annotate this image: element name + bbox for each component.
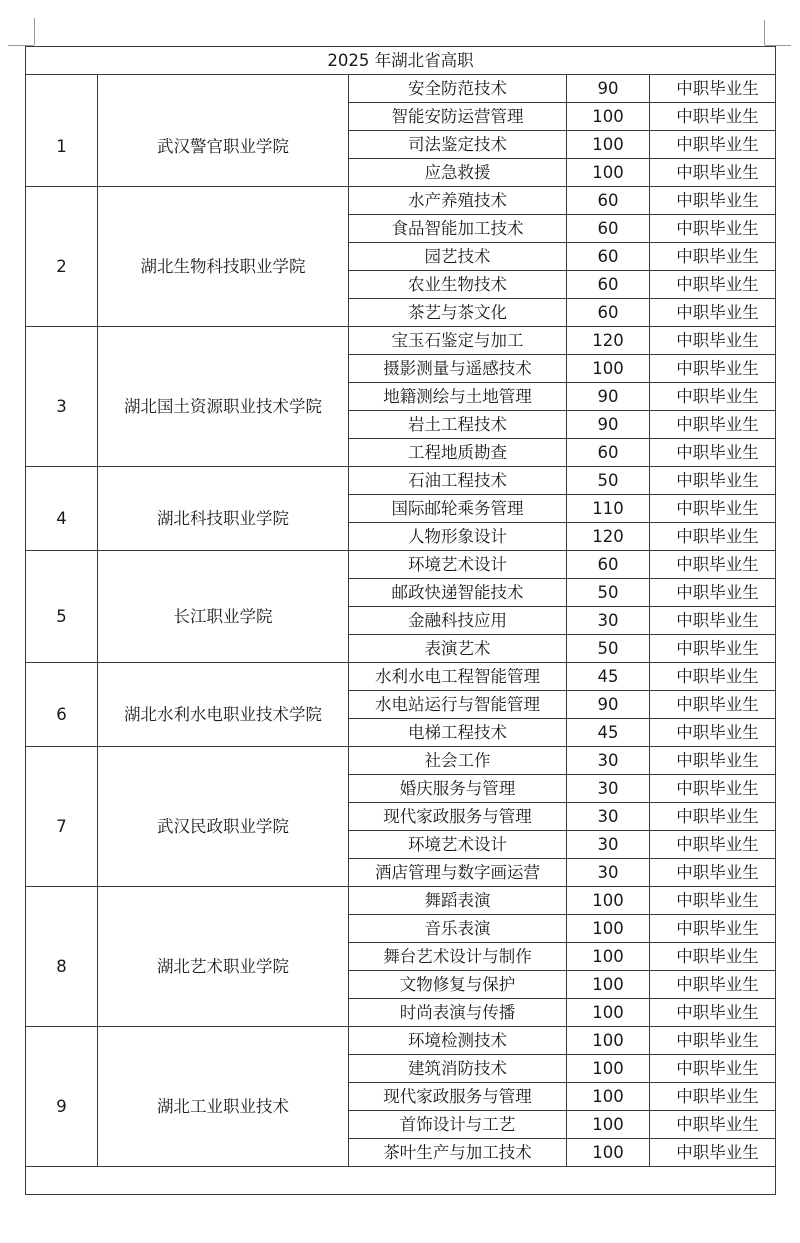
row-index: 2	[26, 187, 98, 327]
applicant-requirement: 中职毕业生	[650, 1111, 776, 1139]
applicant-requirement: 中职毕业生	[650, 635, 776, 663]
applicant-requirement: 中职毕业生	[650, 1139, 776, 1167]
applicant-requirement: 中职毕业生	[650, 551, 776, 579]
enrollment-plan: 90	[567, 691, 650, 719]
enrollment-plan: 60	[567, 243, 650, 271]
table-title: 2025 年湖北省高职	[26, 47, 776, 75]
empty-footer-row	[26, 1167, 776, 1195]
enrollment-plan: 60	[567, 215, 650, 243]
enrollment-plan: 30	[567, 831, 650, 859]
enrollment-plan: 30	[567, 803, 650, 831]
applicant-requirement: 中职毕业生	[650, 859, 776, 887]
enrollment-plan: 100	[567, 1111, 650, 1139]
applicant-requirement: 中职毕业生	[650, 915, 776, 943]
applicant-requirement: 中职毕业生	[650, 411, 776, 439]
row-index: 1	[26, 75, 98, 187]
enrollment-plan: 60	[567, 187, 650, 215]
enrollment-plan: 100	[567, 131, 650, 159]
crop-mark-top-left-vertical	[34, 18, 35, 45]
enrollment-plan: 30	[567, 607, 650, 635]
enrollment-plan: 100	[567, 999, 650, 1027]
enrollment-plan: 30	[567, 859, 650, 887]
enrollment-plan: 30	[567, 747, 650, 775]
major-name: 现代家政服务与管理	[349, 803, 567, 831]
school-name: 湖北生物科技职业学院	[98, 187, 349, 327]
enrollment-plan: 30	[567, 775, 650, 803]
enrollment-plan: 90	[567, 75, 650, 103]
major-name: 建筑消防技术	[349, 1055, 567, 1083]
enrollment-plan: 100	[567, 1027, 650, 1055]
title-row	[26, 47, 776, 75]
major-name: 文物修复与保护	[349, 971, 567, 999]
applicant-requirement: 中职毕业生	[650, 663, 776, 691]
row-index: 5	[26, 551, 98, 663]
enrollment-plan: 60	[567, 551, 650, 579]
enrollment-plan: 60	[567, 439, 650, 467]
major-name: 岩土工程技术	[349, 411, 567, 439]
major-name: 人物形象设计	[349, 523, 567, 551]
applicant-requirement: 中职毕业生	[650, 999, 776, 1027]
enrollment-plan: 60	[567, 299, 650, 327]
row-index: 6	[26, 663, 98, 747]
enrollment-plan: 90	[567, 383, 650, 411]
applicant-requirement: 中职毕业生	[650, 299, 776, 327]
enrollment-table	[25, 46, 776, 1195]
table-row	[26, 187, 776, 215]
applicant-requirement: 中职毕业生	[650, 495, 776, 523]
school-name: 湖北科技职业学院	[98, 467, 349, 551]
applicant-requirement: 中职毕业生	[650, 215, 776, 243]
applicant-requirement: 中职毕业生	[650, 271, 776, 299]
major-name: 农业生物技术	[349, 271, 567, 299]
applicant-requirement: 中职毕业生	[650, 747, 776, 775]
applicant-requirement: 中职毕业生	[650, 607, 776, 635]
enrollment-plan: 100	[567, 915, 650, 943]
major-name: 酒店管理与数字画运营	[349, 859, 567, 887]
applicant-requirement: 中职毕业生	[650, 243, 776, 271]
applicant-requirement: 中职毕业生	[650, 159, 776, 187]
table-row	[26, 887, 776, 915]
major-name: 茶艺与茶文化	[349, 299, 567, 327]
row-index: 4	[26, 467, 98, 551]
major-name: 国际邮轮乘务管理	[349, 495, 567, 523]
applicant-requirement: 中职毕业生	[650, 103, 776, 131]
applicant-requirement: 中职毕业生	[650, 887, 776, 915]
crop-mark-top-right-vertical	[764, 20, 765, 45]
major-name: 金融科技应用	[349, 607, 567, 635]
applicant-requirement: 中职毕业生	[650, 439, 776, 467]
applicant-requirement: 中职毕业生	[650, 691, 776, 719]
applicant-requirement: 中职毕业生	[650, 327, 776, 355]
school-name: 湖北工业职业技术	[98, 1027, 349, 1167]
table-row	[26, 467, 776, 495]
major-name: 摄影测量与遥感技术	[349, 355, 567, 383]
major-name: 邮政快递智能技术	[349, 579, 567, 607]
applicant-requirement: 中职毕业生	[650, 523, 776, 551]
enrollment-plan: 45	[567, 663, 650, 691]
row-index: 9	[26, 1027, 98, 1167]
major-name: 环境艺术设计	[349, 551, 567, 579]
applicant-requirement: 中职毕业生	[650, 943, 776, 971]
applicant-requirement: 中职毕业生	[650, 383, 776, 411]
table-row	[26, 327, 776, 355]
enrollment-plan: 120	[567, 523, 650, 551]
major-name: 时尚表演与传播	[349, 999, 567, 1027]
school-name: 武汉民政职业学院	[98, 747, 349, 887]
applicant-requirement: 中职毕业生	[650, 1027, 776, 1055]
major-name: 智能安防运营管理	[349, 103, 567, 131]
enrollment-plan: 100	[567, 1055, 650, 1083]
school-name: 武汉警官职业学院	[98, 75, 349, 187]
enrollment-plan: 50	[567, 635, 650, 663]
empty-cell	[26, 1167, 776, 1195]
major-name: 食品智能加工技术	[349, 215, 567, 243]
major-name: 水利水电工程智能管理	[349, 663, 567, 691]
school-name: 长江职业学院	[98, 551, 349, 663]
major-name: 园艺技术	[349, 243, 567, 271]
major-name: 表演艺术	[349, 635, 567, 663]
row-index: 7	[26, 747, 98, 887]
enrollment-plan: 90	[567, 411, 650, 439]
enrollment-plan: 120	[567, 327, 650, 355]
major-name: 首饰设计与工艺	[349, 1111, 567, 1139]
major-name: 应急救援	[349, 159, 567, 187]
applicant-requirement: 中职毕业生	[650, 719, 776, 747]
enrollment-plan: 100	[567, 971, 650, 999]
major-name: 水产养殖技术	[349, 187, 567, 215]
major-name: 安全防范技术	[349, 75, 567, 103]
enrollment-plan: 60	[567, 271, 650, 299]
enrollment-plan: 100	[567, 887, 650, 915]
table-row	[26, 747, 776, 775]
major-name: 舞台艺术设计与制作	[349, 943, 567, 971]
major-name: 社会工作	[349, 747, 567, 775]
major-name: 环境检测技术	[349, 1027, 567, 1055]
major-name: 石油工程技术	[349, 467, 567, 495]
enrollment-plan: 100	[567, 1083, 650, 1111]
row-index: 3	[26, 327, 98, 467]
school-name: 湖北艺术职业学院	[98, 887, 349, 1027]
major-name: 司法鉴定技术	[349, 131, 567, 159]
school-name: 湖北国土资源职业技术学院	[98, 327, 349, 467]
major-name: 音乐表演	[349, 915, 567, 943]
applicant-requirement: 中职毕业生	[650, 75, 776, 103]
enrollment-plan: 100	[567, 103, 650, 131]
applicant-requirement: 中职毕业生	[650, 187, 776, 215]
applicant-requirement: 中职毕业生	[650, 467, 776, 495]
table-row	[26, 551, 776, 579]
major-name: 现代家政服务与管理	[349, 1083, 567, 1111]
applicant-requirement: 中职毕业生	[650, 971, 776, 999]
applicant-requirement: 中职毕业生	[650, 131, 776, 159]
major-name: 舞蹈表演	[349, 887, 567, 915]
enrollment-plan: 100	[567, 159, 650, 187]
major-name: 水电站运行与智能管理	[349, 691, 567, 719]
major-name: 工程地质勘查	[349, 439, 567, 467]
major-name: 婚庆服务与管理	[349, 775, 567, 803]
applicant-requirement: 中职毕业生	[650, 831, 776, 859]
enrollment-plan: 50	[567, 467, 650, 495]
table-row	[26, 75, 776, 103]
major-name: 地籍测绘与土地管理	[349, 383, 567, 411]
enrollment-plan: 50	[567, 579, 650, 607]
enrollment-plan: 45	[567, 719, 650, 747]
applicant-requirement: 中职毕业生	[650, 775, 776, 803]
applicant-requirement: 中职毕业生	[650, 1083, 776, 1111]
enrollment-plan: 100	[567, 943, 650, 971]
major-name: 环境艺术设计	[349, 831, 567, 859]
school-name: 湖北水利水电职业技术学院	[98, 663, 349, 747]
row-index: 8	[26, 887, 98, 1027]
major-name: 宝玉石鉴定与加工	[349, 327, 567, 355]
major-name: 电梯工程技术	[349, 719, 567, 747]
enrollment-plan: 100	[567, 1139, 650, 1167]
enrollment-plan: 110	[567, 495, 650, 523]
applicant-requirement: 中职毕业生	[650, 355, 776, 383]
major-name: 茶叶生产与加工技术	[349, 1139, 567, 1167]
enrollment-plan: 100	[567, 355, 650, 383]
table-row	[26, 1027, 776, 1055]
table-row	[26, 663, 776, 691]
applicant-requirement: 中职毕业生	[650, 1055, 776, 1083]
applicant-requirement: 中职毕业生	[650, 579, 776, 607]
applicant-requirement: 中职毕业生	[650, 803, 776, 831]
